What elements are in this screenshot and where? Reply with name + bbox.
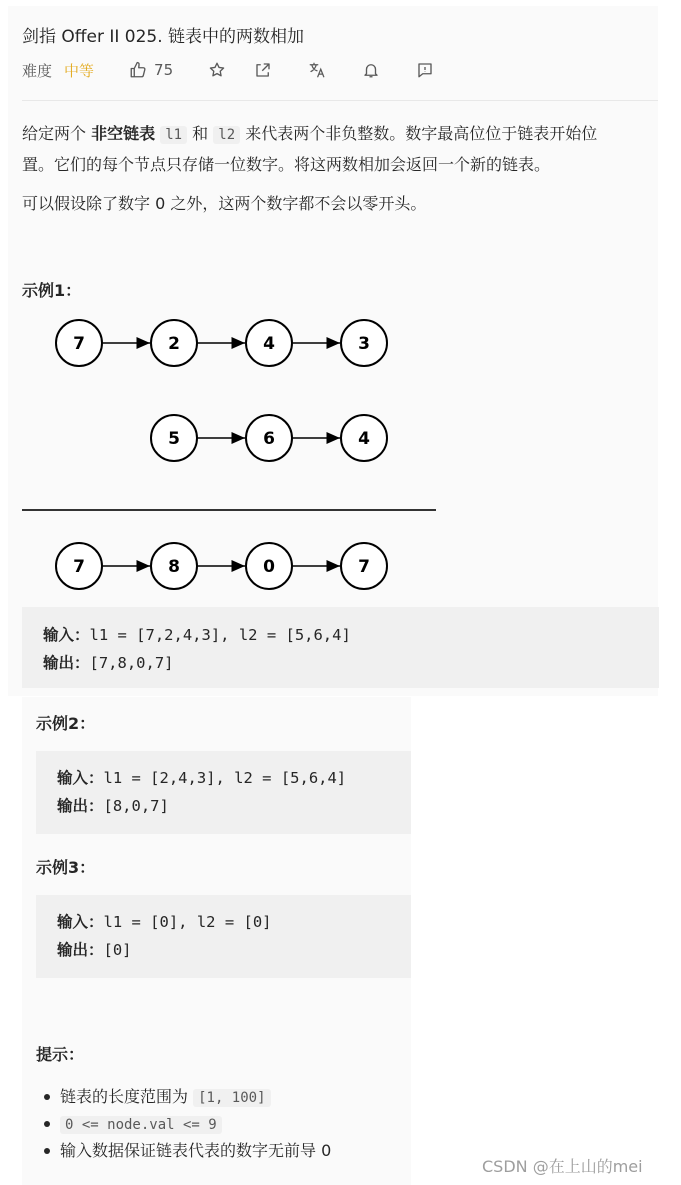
bell-icon[interactable] bbox=[361, 60, 381, 80]
desc-text: 和 bbox=[192, 124, 209, 143]
hint-text: 输入数据保证链表代表的数字无前导 0 bbox=[60, 1141, 332, 1160]
translate-icon[interactable] bbox=[307, 60, 327, 80]
desc-bold-text: 非空链表 bbox=[91, 124, 156, 143]
inline-code-l1: l1 bbox=[160, 126, 187, 144]
comment-icon[interactable] bbox=[415, 60, 435, 80]
hint-code: 0 <= node.val <= 9 bbox=[60, 1116, 222, 1134]
input-label: 输入： bbox=[43, 626, 90, 644]
hint-item bbox=[60, 1110, 331, 1137]
description-paragraph-1 bbox=[22, 119, 662, 179]
list-node-value: 6 bbox=[263, 429, 275, 449]
list-node-value: 7 bbox=[73, 334, 85, 354]
list-node-value: 7 bbox=[358, 557, 370, 577]
hints-heading: 提示： bbox=[36, 1045, 85, 1064]
linked-list-diagram bbox=[0, 300, 450, 600]
example-output: [0] bbox=[103, 941, 132, 959]
hint-item bbox=[60, 1137, 331, 1164]
star-icon[interactable] bbox=[207, 60, 227, 80]
example-3-code-block bbox=[36, 895, 411, 978]
hint-code: [1, 100] bbox=[193, 1089, 270, 1107]
divider bbox=[22, 100, 658, 101]
list-node-value: 2 bbox=[168, 334, 180, 354]
desc-text: 来代表两个非负整数。数字最高位位于链表开始位 bbox=[245, 124, 598, 143]
input-label: 输入： bbox=[57, 913, 104, 931]
list-node-value: 4 bbox=[263, 334, 275, 354]
inline-code-l2: l2 bbox=[213, 126, 240, 144]
difficulty-label: 难度 bbox=[22, 61, 53, 80]
hint-item bbox=[60, 1083, 331, 1110]
desc-text: 给定两个 bbox=[22, 124, 92, 143]
example-3-heading: 示例3： bbox=[36, 858, 96, 877]
like-count: 75 bbox=[154, 61, 174, 79]
share-icon[interactable] bbox=[253, 60, 273, 80]
hint-text: 链表的长度范围为 bbox=[60, 1087, 194, 1106]
description-paragraph-2: 可以假设除了数字 0 之外，这两个数字都不会以零开头。 bbox=[22, 194, 427, 213]
desc-text: 置。它们的每个节点只存储一位数字。将这两数相加会返回一个新的链表。 bbox=[22, 155, 551, 174]
example-2-code-block bbox=[36, 751, 411, 834]
difficulty-value: 中等 bbox=[64, 61, 95, 80]
example-1-heading: 示例1： bbox=[22, 281, 82, 300]
example-input: l1 = [7,2,4,3], l2 = [5,6,4] bbox=[89, 626, 351, 644]
example-input: l1 = [2,4,3], l2 = [5,6,4] bbox=[103, 769, 347, 787]
output-label: 输出： bbox=[43, 654, 90, 672]
example-1-code-block bbox=[22, 607, 659, 688]
example-output: [8,0,7] bbox=[103, 797, 169, 815]
csdn-watermark: CSDN @在上山的mei bbox=[482, 1157, 643, 1176]
list-node-value: 4 bbox=[358, 429, 370, 449]
thumbs-up-icon bbox=[128, 60, 148, 80]
problem-title: 剑指 Offer II 025. 链表中的两数相加 bbox=[22, 27, 305, 47]
hints-list bbox=[60, 1083, 331, 1164]
list-node-value: 8 bbox=[168, 557, 180, 577]
example-2-heading: 示例2： bbox=[36, 714, 96, 733]
list-node-value: 0 bbox=[263, 557, 275, 577]
list-node-value: 3 bbox=[358, 334, 370, 354]
example-input: l1 = [0], l2 = [0] bbox=[103, 913, 272, 931]
problem-meta-bar bbox=[22, 58, 435, 82]
output-label: 输出： bbox=[57, 941, 104, 959]
list-node-value: 5 bbox=[168, 429, 180, 449]
input-label: 输入： bbox=[57, 769, 104, 787]
list-node-value: 7 bbox=[73, 557, 85, 577]
like-button[interactable] bbox=[128, 60, 173, 80]
example-output: [7,8,0,7] bbox=[89, 654, 174, 672]
output-label: 输出： bbox=[57, 797, 104, 815]
